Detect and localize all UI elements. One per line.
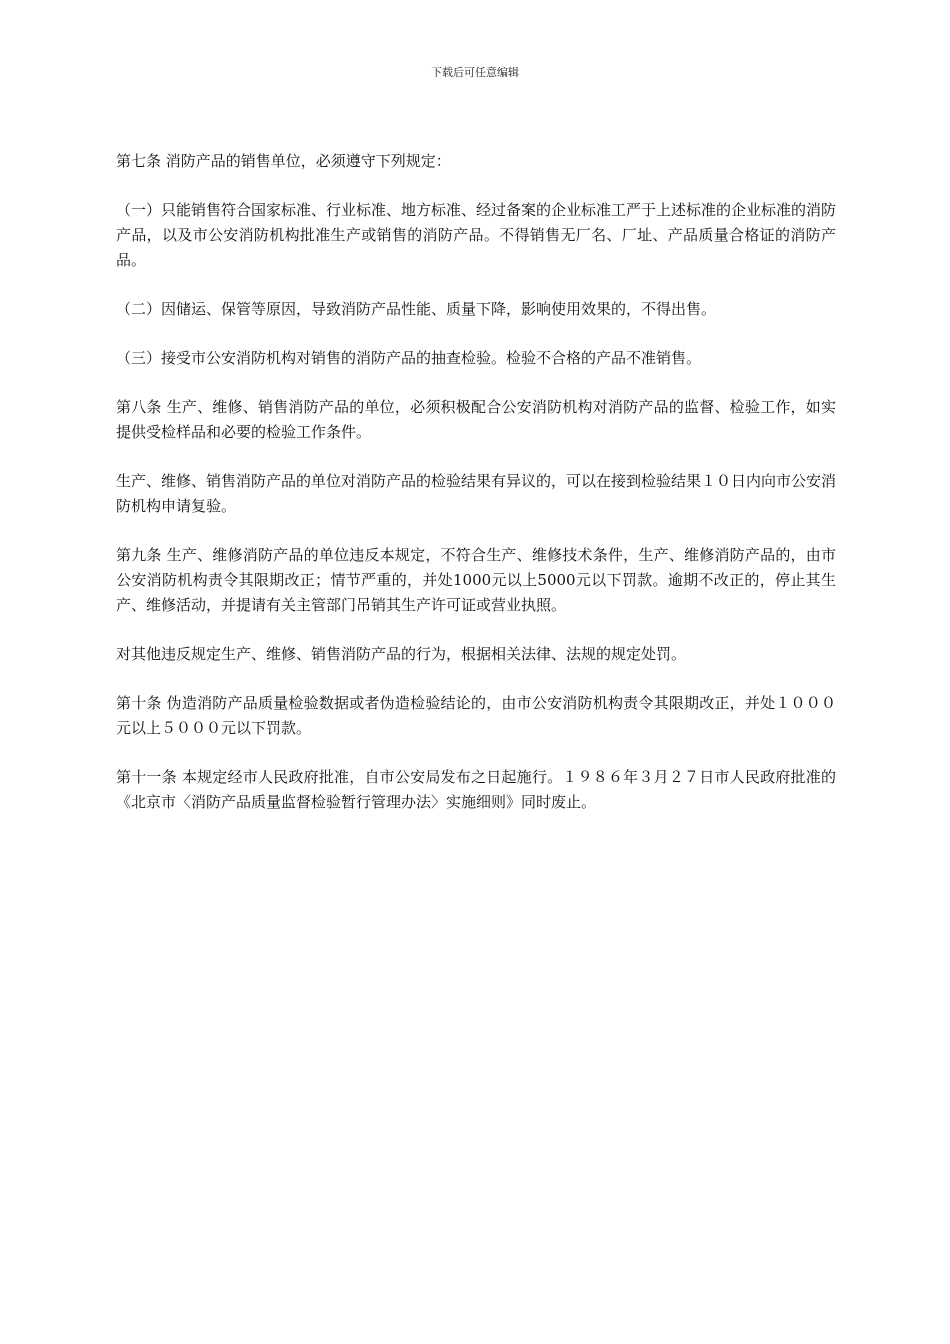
paragraph-article-10: 第十条 伪造消防产品质量检验数据或者伪造检验结论的，由市公安消防机构责令其限期改正，并处１０００元以上５０００元以下罚款。 — [116, 694, 836, 737]
paragraph-article-7-item-3: （三）接受市公安消防机构对销售的消防产品的抽查检验。检验不合格的产品不准销售。 — [116, 349, 702, 367]
paragraph-article-9: 第九条 生产、维修消防产品的单位违反本规定，不符合生产、维修技术条件，生产、维修消防产品的，由市公安消防机构责令其限期改正；情节严重的，并处1000元以上5000元以下罚款。逾期不改正的，停止其生产、维修活动，并提请有关主管部门吊销其生产许可证或营业执照。 — [116, 546, 836, 614]
paragraph-article-8-review: 生产、维修、销售消防产品的单位对消防产品的检验结果有异议的，可以在接到检验结果１０日内向市公安消防机构申请复验。 — [116, 472, 837, 515]
paragraph-article-9-other: 对其他违反规定生产、维修、销售消防产品的行为，根据相关法律、法规的规定处罚。 — [116, 645, 687, 663]
paragraph-article-11: 第十一条 本规定经市人民政府批准，自市公安局发布之日起施行。１９８６年３月２７日市人民政府批准的《北京市〈消防产品质量监督检验暂行管理办法〉实施细则》同时废止。 — [116, 768, 836, 811]
paragraph-article-7-item-1: （一）只能销售符合国家标准、行业标准、地方标准、经过备案的企业标准工严于上述标准的企业标准的消防产品，以及市公安消防机构批准生产或销售的消防产品。不得销售无厂名、厂址、产品质量合格证的消防产品。 — [116, 201, 837, 269]
document-body — [116, 149, 836, 839]
paragraph-article-8: 第八条 生产、维修、销售消防产品的单位，必须积极配合公安消防机构对消防产品的监督、检验工作，如实提供受检样品和必要的检验工作条件。 — [116, 398, 836, 441]
paragraph-article-7-item-2: （二）因储运、保管等原因，导致消防产品性能、质量下降，影响使用效果的，不得出售。 — [116, 300, 717, 318]
paragraph-article-7: 第七条 消防产品的销售单位，必须遵守下列规定： — [116, 152, 451, 170]
page-header: 下载后可任意编辑 — [431, 66, 519, 79]
